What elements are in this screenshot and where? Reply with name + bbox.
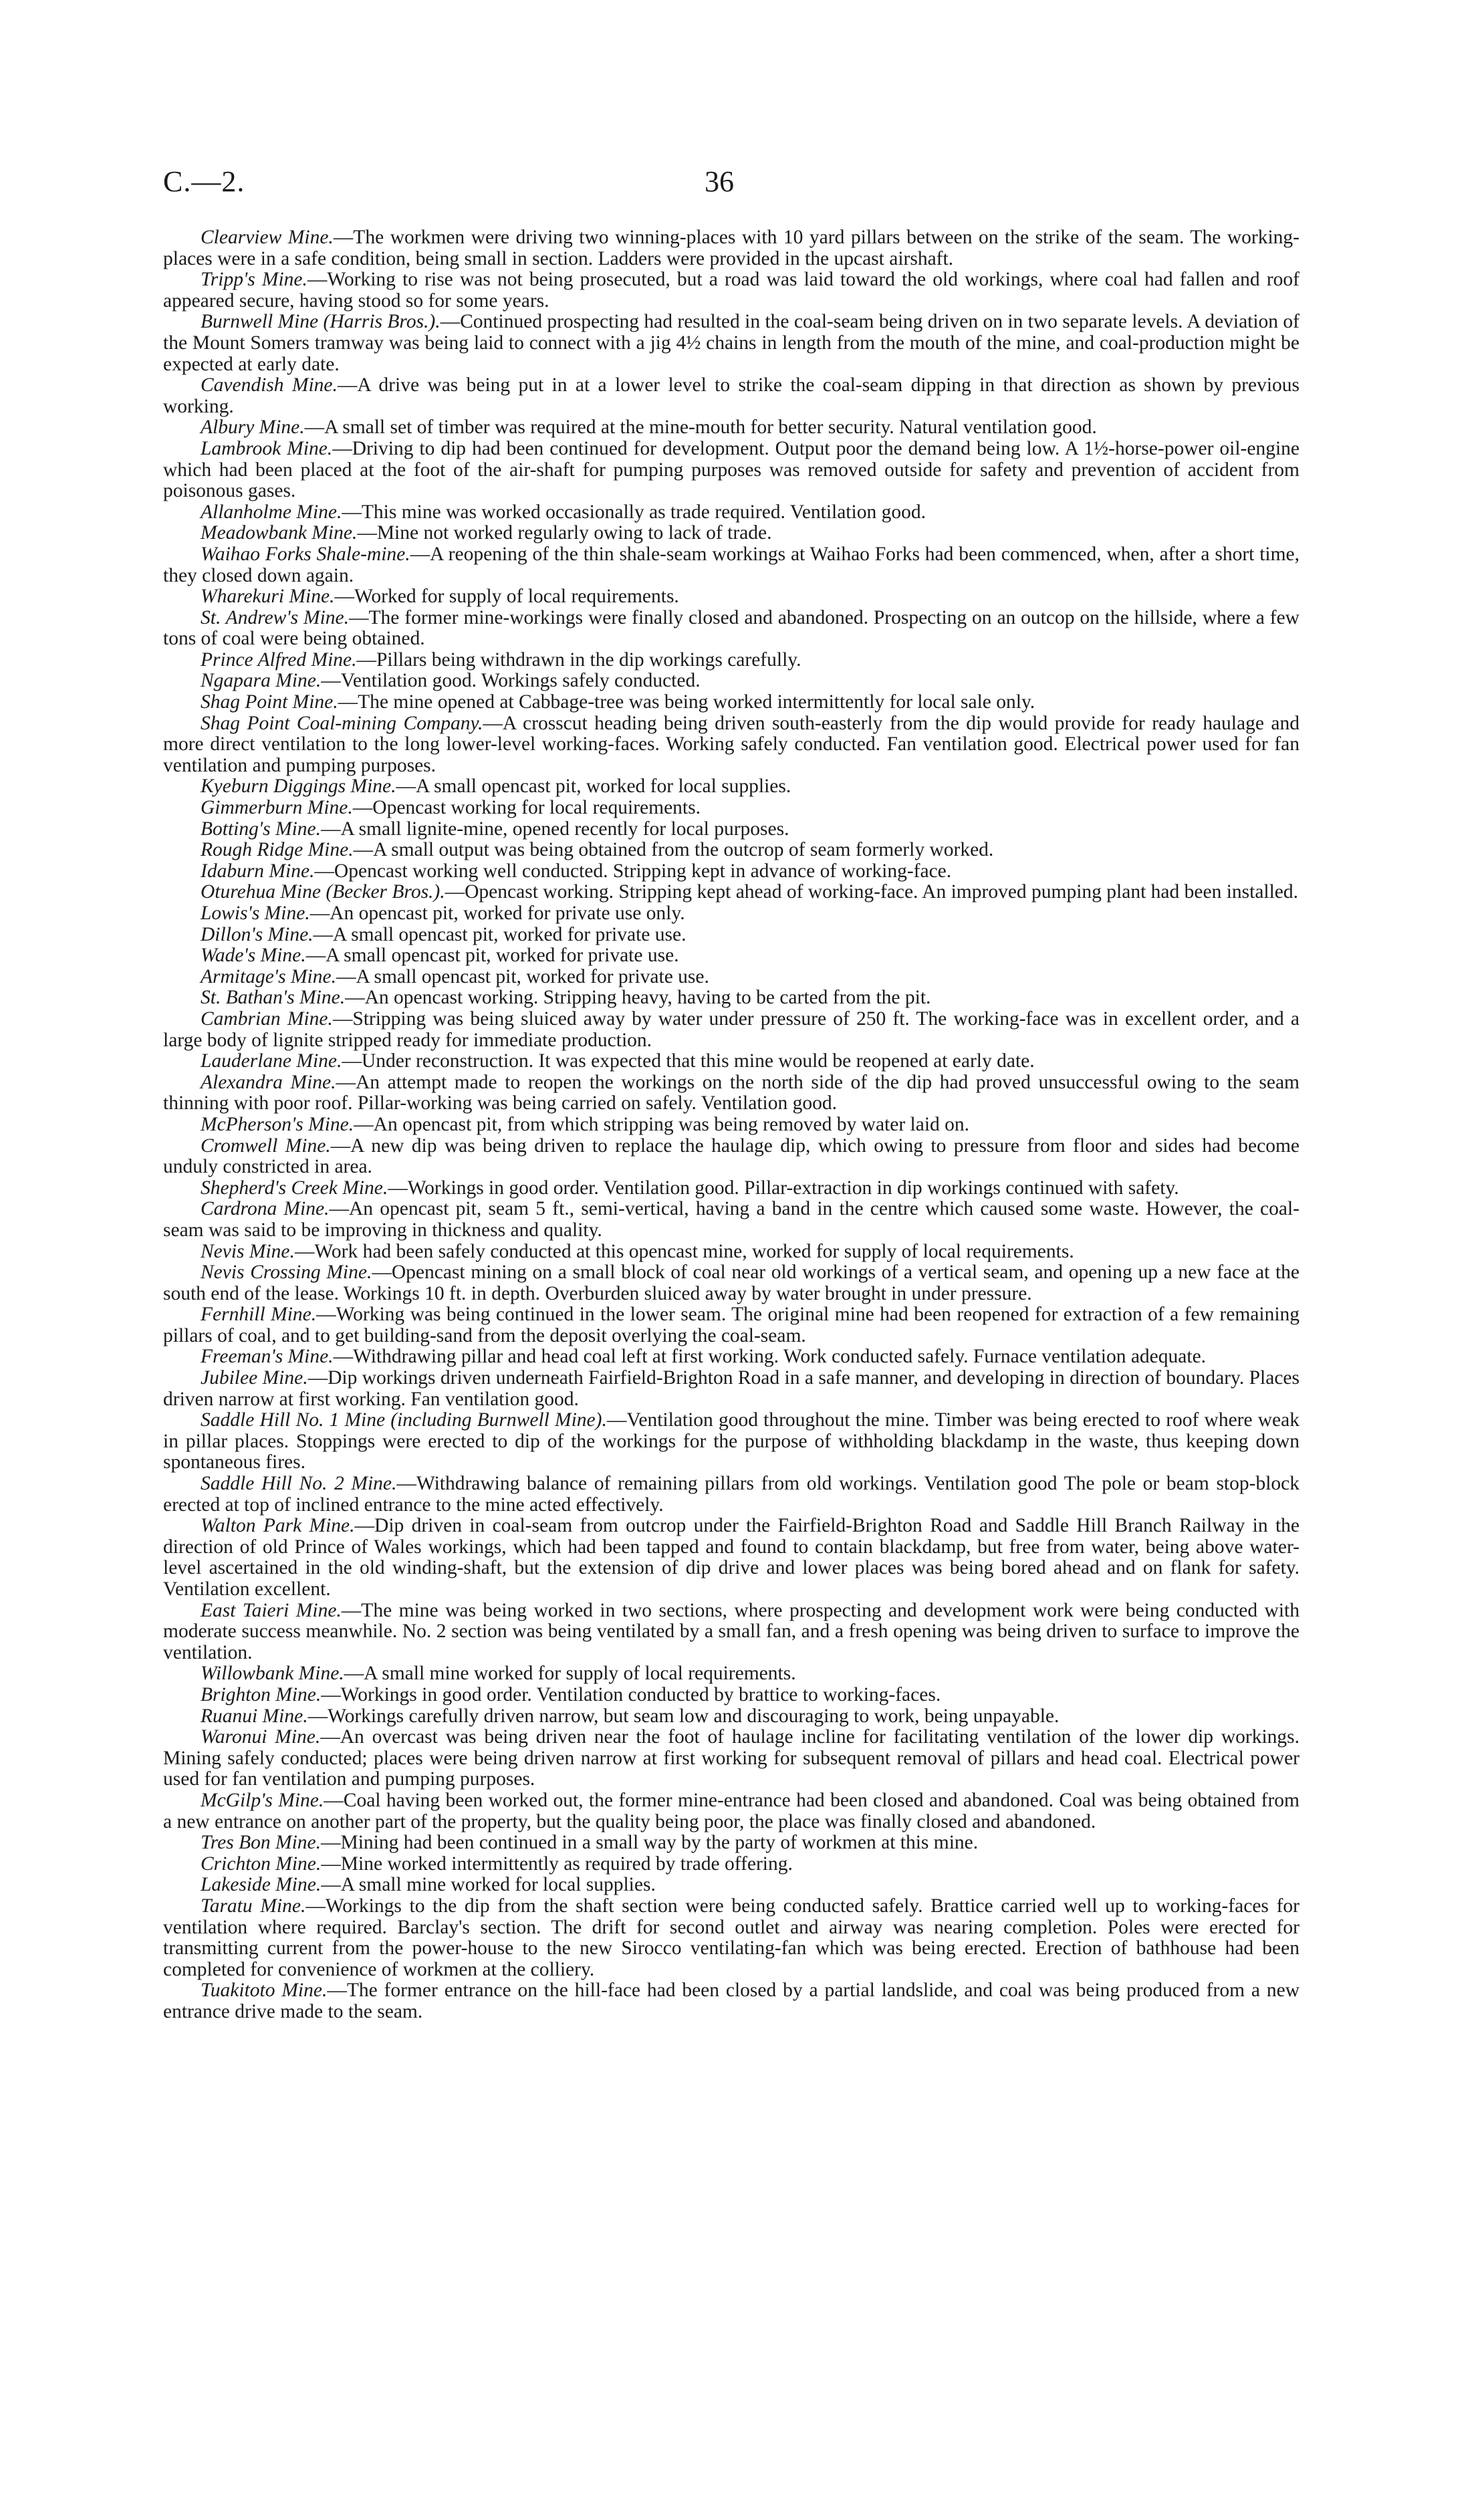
mine-entry — [163, 544, 1300, 586]
mine-name: Wharekuri Mine. — [201, 586, 335, 608]
mine-name: Alexandra Mine. — [201, 1071, 336, 1093]
mine-report-text: —Workings carefully driven narrow, but seam low and discouraging to work, being unpayable. — [307, 1705, 1060, 1727]
mine-entry — [163, 1051, 1300, 1072]
mine-report-text: —The mine opened at Cabbage-tree was being worked intermittently for local sale only. — [338, 691, 1035, 713]
mine-entry — [163, 1516, 1300, 1600]
mine-entry — [163, 1473, 1300, 1516]
mine-entry — [163, 650, 1300, 671]
mine-name: Nevis Crossing Mine. — [201, 1262, 372, 1284]
mine-report-text: —Opencast mining on a small block of coal near old workings of a vertical seam, and opening up a new face at the south end of the lease. Workings 10 ft. in depth. Overburden sluiced away by water brought in under pressure. — [163, 1262, 1300, 1304]
mine-report-text: —An opencast pit, from which stripping was being removed by water laid on. — [354, 1113, 970, 1135]
mine-entry — [163, 1410, 1300, 1473]
mine-report-text: —The former entrance on the hill-face had been closed by a partial landslide, and coal was being produced from a new entrance drive made to the seam. — [163, 1980, 1300, 2022]
mine-entry — [163, 1896, 1300, 1980]
mine-report-text: —A small opencast pit, worked for private use. — [305, 945, 679, 967]
mine-name: East Taieri Mine. — [201, 1599, 342, 1621]
mine-name: Kyeburn Diggings Mine. — [201, 776, 396, 798]
mine-report-text: —An overcast was being driven near the foot of haulage incline for facilitating ventilation of the lower dip workings. Mining safely conducted; places were being driven narrow at first working for subsequent removal of pillars and head coal. Electrical power used for fan ventilation and pumping purposes. — [163, 1726, 1300, 1790]
mine-report-text: —Mining had been continued in a small way by the party of workmen at this mine. — [321, 1832, 979, 1854]
mine-report-text: —An opencast pit, seam 5 ft., semi-vertical, having a band in the centre which caused some waste. However, the coal-seam was said to be improving in thickness and quality. — [163, 1198, 1300, 1241]
mine-entry — [163, 375, 1300, 417]
mine-report-text: —Workings to the dip from the shaft section were being conducted safely. Brattice carried well up to working-faces for ventilation where required. Barclay's section. The drift for second outlet and airway was nearing completion. Poles were erected for transmitting current from the power-house to the new Sirocco ventilating-fan which was being erected. Erection of bathhouse had been completed for convenience of workmen at the colliery. — [163, 1895, 1300, 1980]
mine-name: Lowis's Mine. — [201, 903, 310, 924]
mine-name: Nevis Mine. — [201, 1240, 295, 1262]
mine-name: Tuakitoto Mine. — [201, 1980, 328, 2002]
mine-name: Allanholme Mine. — [201, 501, 342, 523]
mine-name: Armitage's Mine. — [201, 965, 336, 987]
mine-report-text: —A drive was being put in at a lower level to strike the coal-seam dipping in that direction as shown by previous working. — [163, 374, 1300, 417]
mine-entry — [163, 1114, 1300, 1136]
mine-entry — [163, 608, 1300, 650]
mine-entry — [163, 1368, 1300, 1410]
mine-report-text: —Stripping was being sluiced away by water under pressure of 250 ft. The working-face was in excellent order, and a large body of lignite stripped ready for immediate production. — [163, 1007, 1300, 1051]
mine-report-text: —Ventilation good throughout the mine. Timber was being erected to roof where weak in pillar places. Stoppings were erected to dip of the workings for the purpose of withholding blackdamp in the waste, thus keeping down spontaneous fires. — [163, 1409, 1300, 1473]
mine-name: Jubilee Mine. — [201, 1367, 308, 1389]
mine-entry — [163, 882, 1300, 903]
mine-entry — [163, 987, 1300, 1009]
mine-report-text: —An opencast pit, worked for private use only. — [310, 903, 685, 924]
mine-name: Cromwell Mine. — [201, 1135, 331, 1157]
mine-entry — [163, 776, 1300, 798]
mine-name: Botting's Mine. — [201, 818, 322, 840]
mine-report-text: —Continued prospecting had resulted in the coal-seam being driven on in two separate levels. A deviation of the Mount Somers tramway was being laid to connect with a jig 4½ chains in length from the mouth of the mine, and coal-production might be expected at early date. — [163, 311, 1300, 375]
mine-entry — [163, 1241, 1300, 1263]
mine-entry — [163, 671, 1300, 692]
mine-report-text: —Ventilation good. Workings safely conducted. — [321, 670, 701, 692]
mine-entry — [163, 586, 1300, 608]
mine-name: Willowbank Mine. — [201, 1663, 344, 1685]
mine-report-text: —A small opencast pit, worked for local supplies. — [396, 776, 791, 798]
mine-report-text: —Withdrawing pillar and head coal left at first working. Work conducted safely. Furnace ventilation adequate. — [333, 1346, 1207, 1368]
mine-name: Clearview Mine. — [201, 227, 334, 248]
mine-entry — [163, 925, 1300, 946]
mine-name: Lambrook Mine. — [201, 437, 333, 459]
mine-name: Taratu Mine. — [201, 1895, 306, 1917]
mine-name: Walton Park Mine. — [201, 1515, 355, 1537]
mine-name: Prince Alfred Mine. — [201, 648, 357, 671]
page-header — [163, 164, 1300, 205]
mine-name: Meadowbank Mine. — [201, 522, 358, 544]
mine-name: Idaburn Mine. — [201, 860, 315, 882]
mine-report-text: —Workings in good order. Ventilation good. Pillar-extraction in dip workings continued with safety. — [388, 1177, 1179, 1199]
mine-report-text: —A small output was being obtained from the outcrop of seam formerly worked. — [353, 839, 994, 861]
mine-report-text: —Opencast working well conducted. Stripping kept in advance of working-face. — [314, 860, 952, 882]
mine-entry — [163, 1832, 1300, 1854]
mine-report-text: —Working was being continued in the lower seam. The original mine had been reopened for extraction of a few remaining pillars of coal, and to get building-sand from the deposit overlying the coal-seam. — [163, 1304, 1300, 1346]
mine-report-text: —A small mine worked for supply of local requirements. — [344, 1663, 796, 1685]
mine-report-text: —Mine worked intermittently as required by trade offering. — [321, 1853, 793, 1875]
mine-name: Tripp's Mine. — [201, 269, 307, 291]
mine-report-text: —Under reconstruction. It was expected that this mine would be reopened at early date. — [342, 1050, 1035, 1072]
mine-name: McGilp's Mine. — [201, 1789, 324, 1811]
mine-name: Crichton Mine. — [201, 1853, 322, 1875]
mine-report-text: —Working to rise was not being prosecuted, but a road was laid toward the old workings, where coal had fallen and roof appeared secure, having stood so for some years. — [163, 269, 1300, 312]
mine-report-text: —Dip driven in coal-seam from outcrop under the Fairfield-Brighton Road and Saddle Hill Branch Railway in the direction of old Prince of Wales workings, which had been tapped and found to contain blackdamp, but free from water, being above water-level ascertained in the old winding-shaft, but the extension of dip drive and lower places was being bored ahead and on flank for safety. Ventilation excellent. — [163, 1515, 1300, 1600]
mine-name: St. Andrew's Mine. — [201, 606, 350, 628]
mine-entry — [163, 967, 1300, 988]
mine-entry — [163, 1136, 1300, 1178]
mine-report-text: —A small mine worked for local supplies. — [321, 1874, 656, 1896]
mine-name: Lakeside Mine. — [201, 1874, 322, 1896]
mine-report-text: —A new dip was being driven to replace the haulage dip, which owing to pressure from floor and sides had become unduly constricted in area. — [163, 1135, 1300, 1178]
mine-entry — [163, 1706, 1300, 1728]
mine-name: Shag Point Coal-mining Company. — [201, 712, 483, 734]
mine-report-text: —Driving to dip had been continued for development. Output poor the demand being low. A 1½-horse-power oil-engine which had been placed at the foot of the air-shaft for pumping purposes was removed outside for safety and prevention of accident from poisonous gases. — [163, 437, 1300, 502]
mine-report-text: —Dip workings driven underneath Fairfield-Brighton Road in a safe manner, and developing in direction of boundary. Places driven narrow at first working. Fan ventilation good. — [163, 1367, 1300, 1410]
mine-report-text: —Opencast working. Stripping kept ahead of working-face. An improved pumping plant had been installed. — [445, 881, 1299, 903]
mine-report-text: —An attempt made to reopen the workings on the north side of the dip had proved unsuccessful owing to the seam thinning with poor roof. Pillar-working was being carried on safely. Ventilation good. — [163, 1071, 1300, 1114]
mine-report-text: —A small opencast pit, worked for private use. — [336, 965, 709, 987]
mine-entry — [163, 798, 1300, 819]
mine-report-text: —Withdrawing balance of remaining pillars from old workings. Ventilation good The pole or beam stop-block erected at top of inclined entrance to the mine acted effectively. — [163, 1473, 1300, 1516]
mine-name: Cambrian Mine. — [201, 1007, 333, 1030]
mine-entry — [163, 840, 1300, 861]
mine-entry — [163, 1009, 1300, 1051]
mine-entry — [163, 312, 1300, 375]
mine-report-text: —Work had been safely conducted at this opencast mine, worked for supply of local requirements. — [294, 1240, 1074, 1262]
mine-entry — [163, 819, 1300, 840]
mine-name: Shag Point Mine. — [201, 691, 338, 713]
mine-entry — [163, 713, 1300, 777]
mine-report-text: —The former mine-workings were finally closed and abandoned. Prospecting on an outcop on the hillside, where a few tons of coal were being obtained. — [163, 606, 1300, 650]
mine-report-text: —Opencast working for local requirements. — [352, 797, 701, 819]
mine-name: McPherson's Mine. — [201, 1113, 354, 1135]
mine-entry — [163, 692, 1300, 713]
mine-report-text: —Pillars being withdrawn in the dip workings carefully. — [356, 648, 801, 671]
mine-entry — [163, 1727, 1300, 1790]
mine-name: Gimmerburn Mine. — [201, 797, 353, 819]
mine-name: Waihao Forks Shale-mine. — [201, 543, 410, 565]
mine-name: Dillon's Mine. — [201, 923, 314, 945]
mine-entry — [163, 439, 1300, 502]
mine-entry — [163, 1663, 1300, 1685]
mine-report-text: —A reopening of the thin shale-seam workings at Waihao Forks had been commenced, when, after a short time, they closed down again. — [163, 543, 1300, 586]
mine-entry — [163, 1304, 1300, 1346]
mine-report-text: —Coal having been worked out, the former mine-entrance had been closed and abandoned. Coal was being obtained from a new entrance on another part of the property, but the quality being poor, the place was finally closed and abandoned. — [163, 1789, 1300, 1832]
mine-name: Shepherd's Creek Mine. — [201, 1177, 388, 1199]
mine-report-text: —The mine was being worked in two sections, where prospecting and development work were being conducted with moderate success meanwhile. No. 2 section was being ventilated by a small fan, and a fresh opening was being driven to surface to improve the ventilation. — [163, 1599, 1300, 1663]
mine-name: Freeman's Mine. — [201, 1346, 334, 1368]
mine-entry — [163, 502, 1300, 523]
document-code: C.—2. — [163, 165, 245, 198]
mine-name: Lauderlane Mine. — [201, 1050, 342, 1072]
mine-name: Cavendish Mine. — [201, 374, 338, 396]
mine-entry — [163, 1875, 1300, 1896]
mine-report-text: —An opencast working. Stripping heavy, having to be carted from the pit. — [345, 987, 931, 1009]
mine-name: Cardrona Mine. — [201, 1198, 330, 1220]
mine-entry — [163, 1790, 1300, 1832]
mine-entry — [163, 1262, 1300, 1304]
mine-name: Albury Mine. — [201, 417, 305, 439]
mine-entry — [163, 1600, 1300, 1664]
report-body — [163, 227, 1300, 2022]
mine-entry — [163, 269, 1300, 312]
mine-name: Rough Ridge Mine. — [201, 839, 354, 861]
mine-name: Ngapara Mine. — [201, 670, 322, 692]
mine-entry — [163, 523, 1300, 544]
mine-entry — [163, 1178, 1300, 1199]
mine-name: Waronui Mine. — [201, 1726, 321, 1748]
mine-entry — [163, 227, 1300, 269]
mine-entry — [163, 1346, 1300, 1368]
mine-name: Brighton Mine. — [201, 1683, 322, 1705]
mine-entry — [163, 1072, 1300, 1114]
mine-entry — [163, 1854, 1300, 1875]
mine-name: Saddle Hill No. 1 Mine (including Burnwell Mine). — [201, 1409, 607, 1431]
mine-report-text: —This mine was worked occasionally as trade required. Ventilation good. — [342, 501, 926, 523]
mine-report-text: —A crosscut heading being driven south-easterly from the dip would provide for ready haulage and more direct ventilation to the long lower-level working-faces. Working safely conducted. Fan ventilation good. Electrical power used for fan ventilation and pumping purposes. — [163, 712, 1300, 776]
mine-name: Saddle Hill No. 2 Mine. — [201, 1473, 397, 1495]
mine-report-text: —The workmen were driving two winning-places with 10 yard pillars between on the strike of the seam. The working-places were in a safe condition, being small in section. Ladders were provided in the upcast airshaft. — [163, 227, 1300, 269]
mine-report-text: —Workings in good order. Ventilation conducted by brattice to working-faces. — [321, 1683, 941, 1705]
mine-name: Wade's Mine. — [201, 945, 306, 967]
mine-name: Oturehua Mine (Becker Bros.). — [201, 881, 445, 903]
mine-report-text: —A small lignite-mine, opened recently for local purposes. — [321, 818, 789, 840]
mine-entry — [163, 861, 1300, 882]
mine-entry — [163, 1685, 1300, 1706]
mine-report-text: —A small set of timber was required at the mine-mouth for better security. Natural ventilation good. — [304, 417, 1097, 439]
mine-name: Burnwell Mine (Harris Bros.). — [201, 311, 441, 333]
mine-entry — [163, 1980, 1300, 2022]
mine-name: Fernhill Mine. — [201, 1304, 317, 1326]
mine-entry — [163, 417, 1300, 439]
page-number: 36 — [705, 165, 734, 198]
mine-entry — [163, 903, 1300, 925]
mine-name: St. Bathan's Mine. — [201, 987, 346, 1009]
mine-report-text: —Mine not worked regularly owing to lack of trade. — [357, 522, 772, 544]
mine-entry — [163, 945, 1300, 967]
mine-entry — [163, 1199, 1300, 1241]
mine-name: Tres Bon Mine. — [201, 1832, 321, 1854]
mine-report-text: —Worked for supply of local requirements. — [334, 586, 679, 608]
mine-name: Ruanui Mine. — [201, 1705, 308, 1727]
mine-report-text: —A small opencast pit, worked for private use. — [313, 923, 687, 945]
